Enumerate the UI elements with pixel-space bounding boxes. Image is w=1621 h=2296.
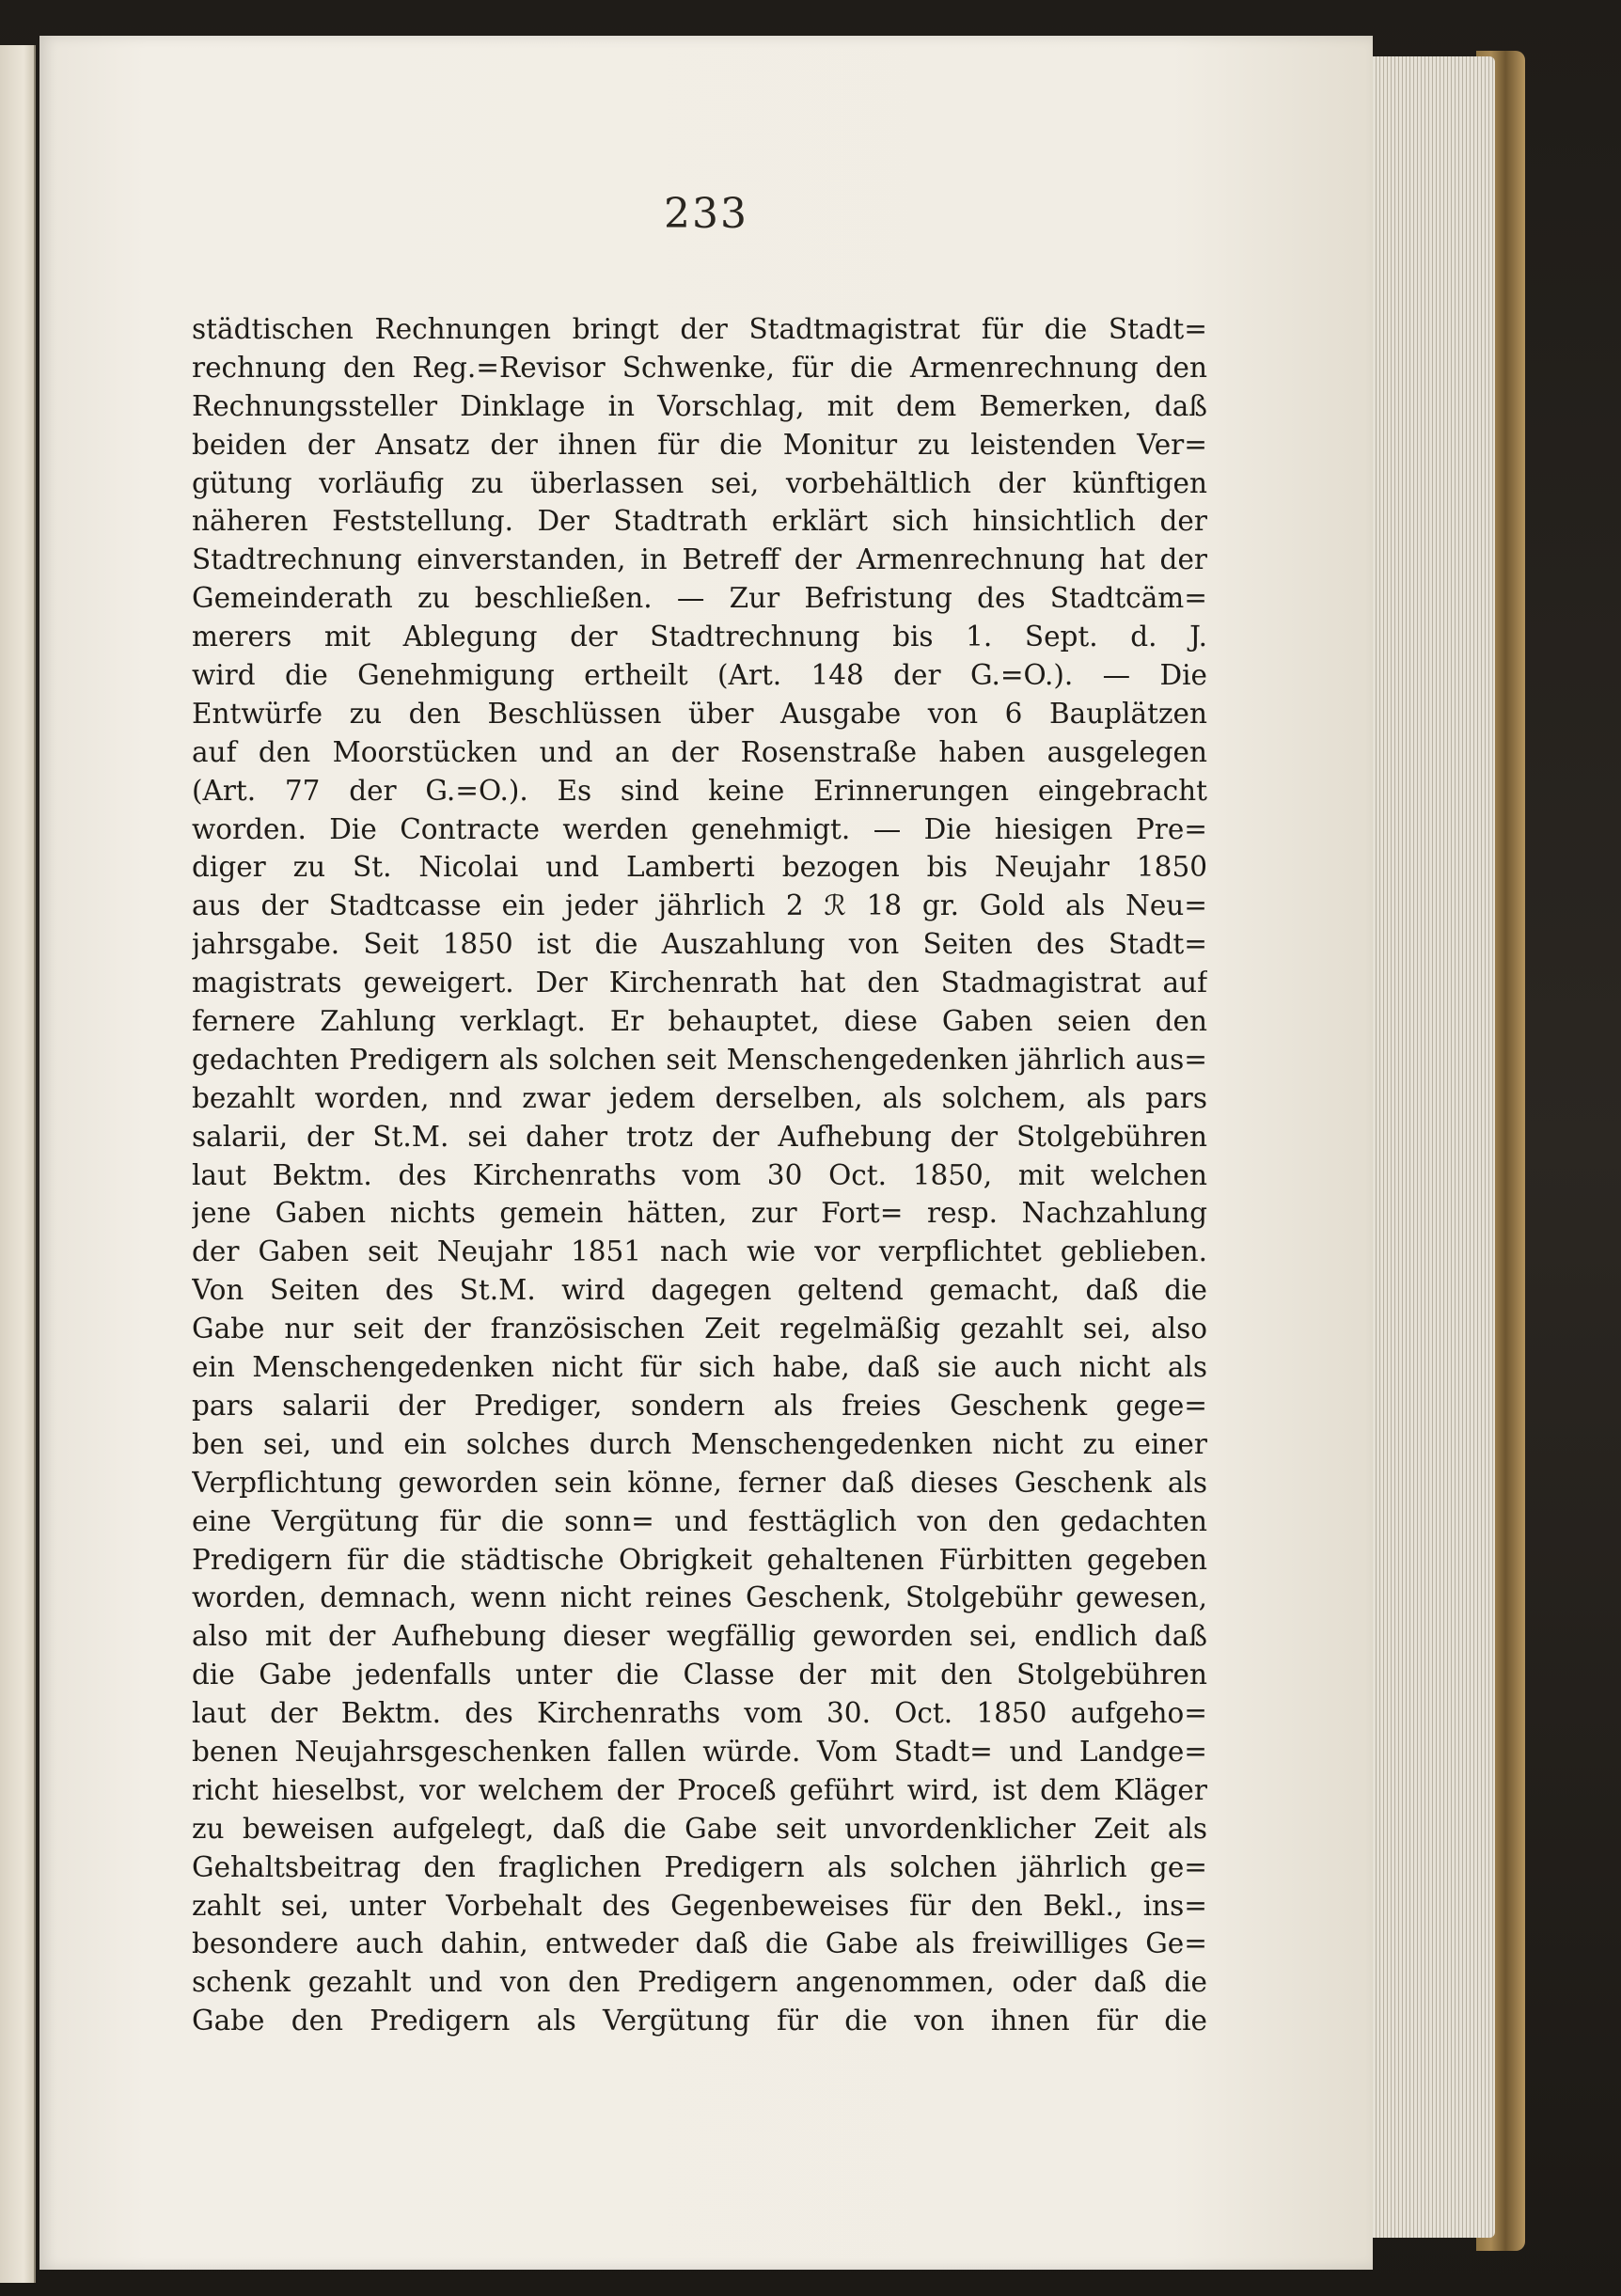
text-line: Gabe nur seit der französischen Zeit regelmäßig gezahlt sei, also	[192, 1313, 1207, 1345]
text-line: richt hieselbst, vor welchem der Proceß geführt wird, ist dem Kläger	[192, 1773, 1207, 1806]
text-line: merers mit Ablegung der Stadtrechnung bis 1. Sept. d. J.	[192, 621, 1207, 653]
text-line: die Gabe jedenfalls unter die Classe der mit den Stolgebühren	[192, 1659, 1207, 1691]
text-line: ein Menschengedenken nicht für sich habe, daß sie auch nicht als	[192, 1351, 1207, 1384]
text-line: fernere Zahlung verklagt. Er behauptet, diese Gaben seien den	[192, 1005, 1207, 1038]
text-line: gedachten Predigern als solchen seit Menschengedenken jährlich aus=	[192, 1043, 1207, 1076]
text-line: Predigern für die städtische Obrigkeit gehaltenen Fürbitten gegeben	[192, 1543, 1207, 1576]
text-line: zahlt sei, unter Vorbehalt des Gegenbeweises für den Bekl., ins=	[192, 1889, 1207, 1922]
text-line: wird die Genehmigung ertheilt (Art. 148 der G.=O.). — Die	[192, 659, 1207, 692]
text-line: Gehaltsbeitrag den fraglichen Predigern als solchen jährlich ge=	[192, 1850, 1207, 1883]
text-line: diger zu St. Nicolai und Lamberti bezogen bis Neujahr 1850	[192, 851, 1207, 884]
text-line: jene Gaben nichts gemein hätten, zur Fort= resp. Nachzahlung	[192, 1197, 1207, 1230]
text-line: beiden der Ansatz der ihnen für die Monitur zu leistenden Ver=	[192, 428, 1207, 461]
text-line: (Art. 77 der G.=O.). Es sind keine Erinnerungen eingebracht	[192, 774, 1207, 807]
text-line: näheren Feststellung. Der Stadtrath erklärt sich hinsichtlich der	[192, 505, 1207, 538]
text-line: bezahlt worden, nnd zwar jedem derselben, als solchem, als pars	[192, 1081, 1207, 1114]
text-line: Gabe den Predigern als Vergütung für die von ihnen für die	[192, 2005, 1207, 2037]
text-line: schenk gezahlt und von den Predigern angenommen, oder daß die	[192, 1966, 1207, 1999]
page-stack-edges	[1354, 56, 1495, 2238]
book-page	[39, 36, 1373, 2270]
text-line: laut Bektm. des Kirchenraths vom 30 Oct. 1850, mit welchen	[192, 1158, 1207, 1191]
text-line: jahrsgabe. Seit 1850 ist die Auszahlung von Seiten des Stadt=	[192, 928, 1207, 961]
text-line: auf den Moorstücken und an der Rosenstraße haben ausgelegen	[192, 735, 1207, 768]
text-line: besondere auch dahin, entweder daß die Gabe als freiwilliges Ge=	[192, 1927, 1207, 1960]
text-line: also mit der Aufhebung dieser wegfällig geworden sei, endlich daß	[192, 1620, 1207, 1653]
text-line: rechnung den Reg.=Revisor Schwenke, für die Armenrechnung den	[192, 351, 1207, 384]
page-number: 233	[664, 190, 748, 238]
text-line: aus der Stadtcasse ein jeder jährlich 2 ℛ 18 gr. Gold als Neu=	[192, 889, 1207, 922]
text-line: Gemeinderath zu beschließen. — Zur Befristung des Stadtcäm=	[192, 582, 1207, 615]
text-line: der Gaben seit Neujahr 1851 nach wie vor verpflichtet geblieben.	[192, 1235, 1207, 1268]
text-line: Verpflichtung geworden sein könne, ferner daß dieses Geschenk als	[192, 1466, 1207, 1499]
text-line: Stadtrechnung einverstanden, in Betreff der Armenrechnung hat der	[192, 543, 1207, 576]
text-line: worden, demnach, wenn nicht reines Geschenk, Stolgebühr gewesen,	[192, 1581, 1207, 1614]
text-line: zu beweisen aufgelegt, daß die Gabe seit unvordenklicher Zeit als	[192, 1812, 1207, 1845]
text-line: pars salarii der Prediger, sondern als freies Geschenk gege=	[192, 1389, 1207, 1422]
text-line: salarii, der St.M. sei daher trotz der Aufhebung der Stolgebühren	[192, 1120, 1207, 1153]
text-line: Rechnungssteller Dinklage in Vorschlag, mit dem Bemerken, daß	[192, 389, 1207, 422]
text-line: eine Vergütung für die sonn= und festtäglich von den gedachten	[192, 1504, 1207, 1537]
text-line: benen Neujahrsgeschenken fallen würde. Vom Stadt= und Landge=	[192, 1735, 1207, 1768]
text-line: worden. Die Contracte werden genehmigt. — Die hiesigen Pre=	[192, 812, 1207, 845]
text-line: Von Seiten des St.M. wird dagegen geltend gemacht, daß die	[192, 1274, 1207, 1307]
text-line: gütung vorläufig zu überlassen sei, vorbehältlich der künftigen	[192, 466, 1207, 499]
body-text	[192, 310, 1207, 2040]
text-line: magistrats geweigert. Der Kirchenrath hat den Stadmagistrat auf	[192, 967, 1207, 999]
text-line: ben sei, und ein solches durch Menschengedenken nicht zu einer	[192, 1427, 1207, 1460]
text-line: städtischen Rechnungen bringt der Stadtmagistrat für die Stadt=	[192, 313, 1207, 345]
text-line: Entwürfe zu den Beschlüssen über Ausgabe von 6 Bauplätzen	[192, 697, 1207, 730]
left-page-edge	[0, 45, 36, 2283]
text-line: laut der Bektm. des Kirchenraths vom 30. Oct. 1850 aufgeho=	[192, 1697, 1207, 1730]
